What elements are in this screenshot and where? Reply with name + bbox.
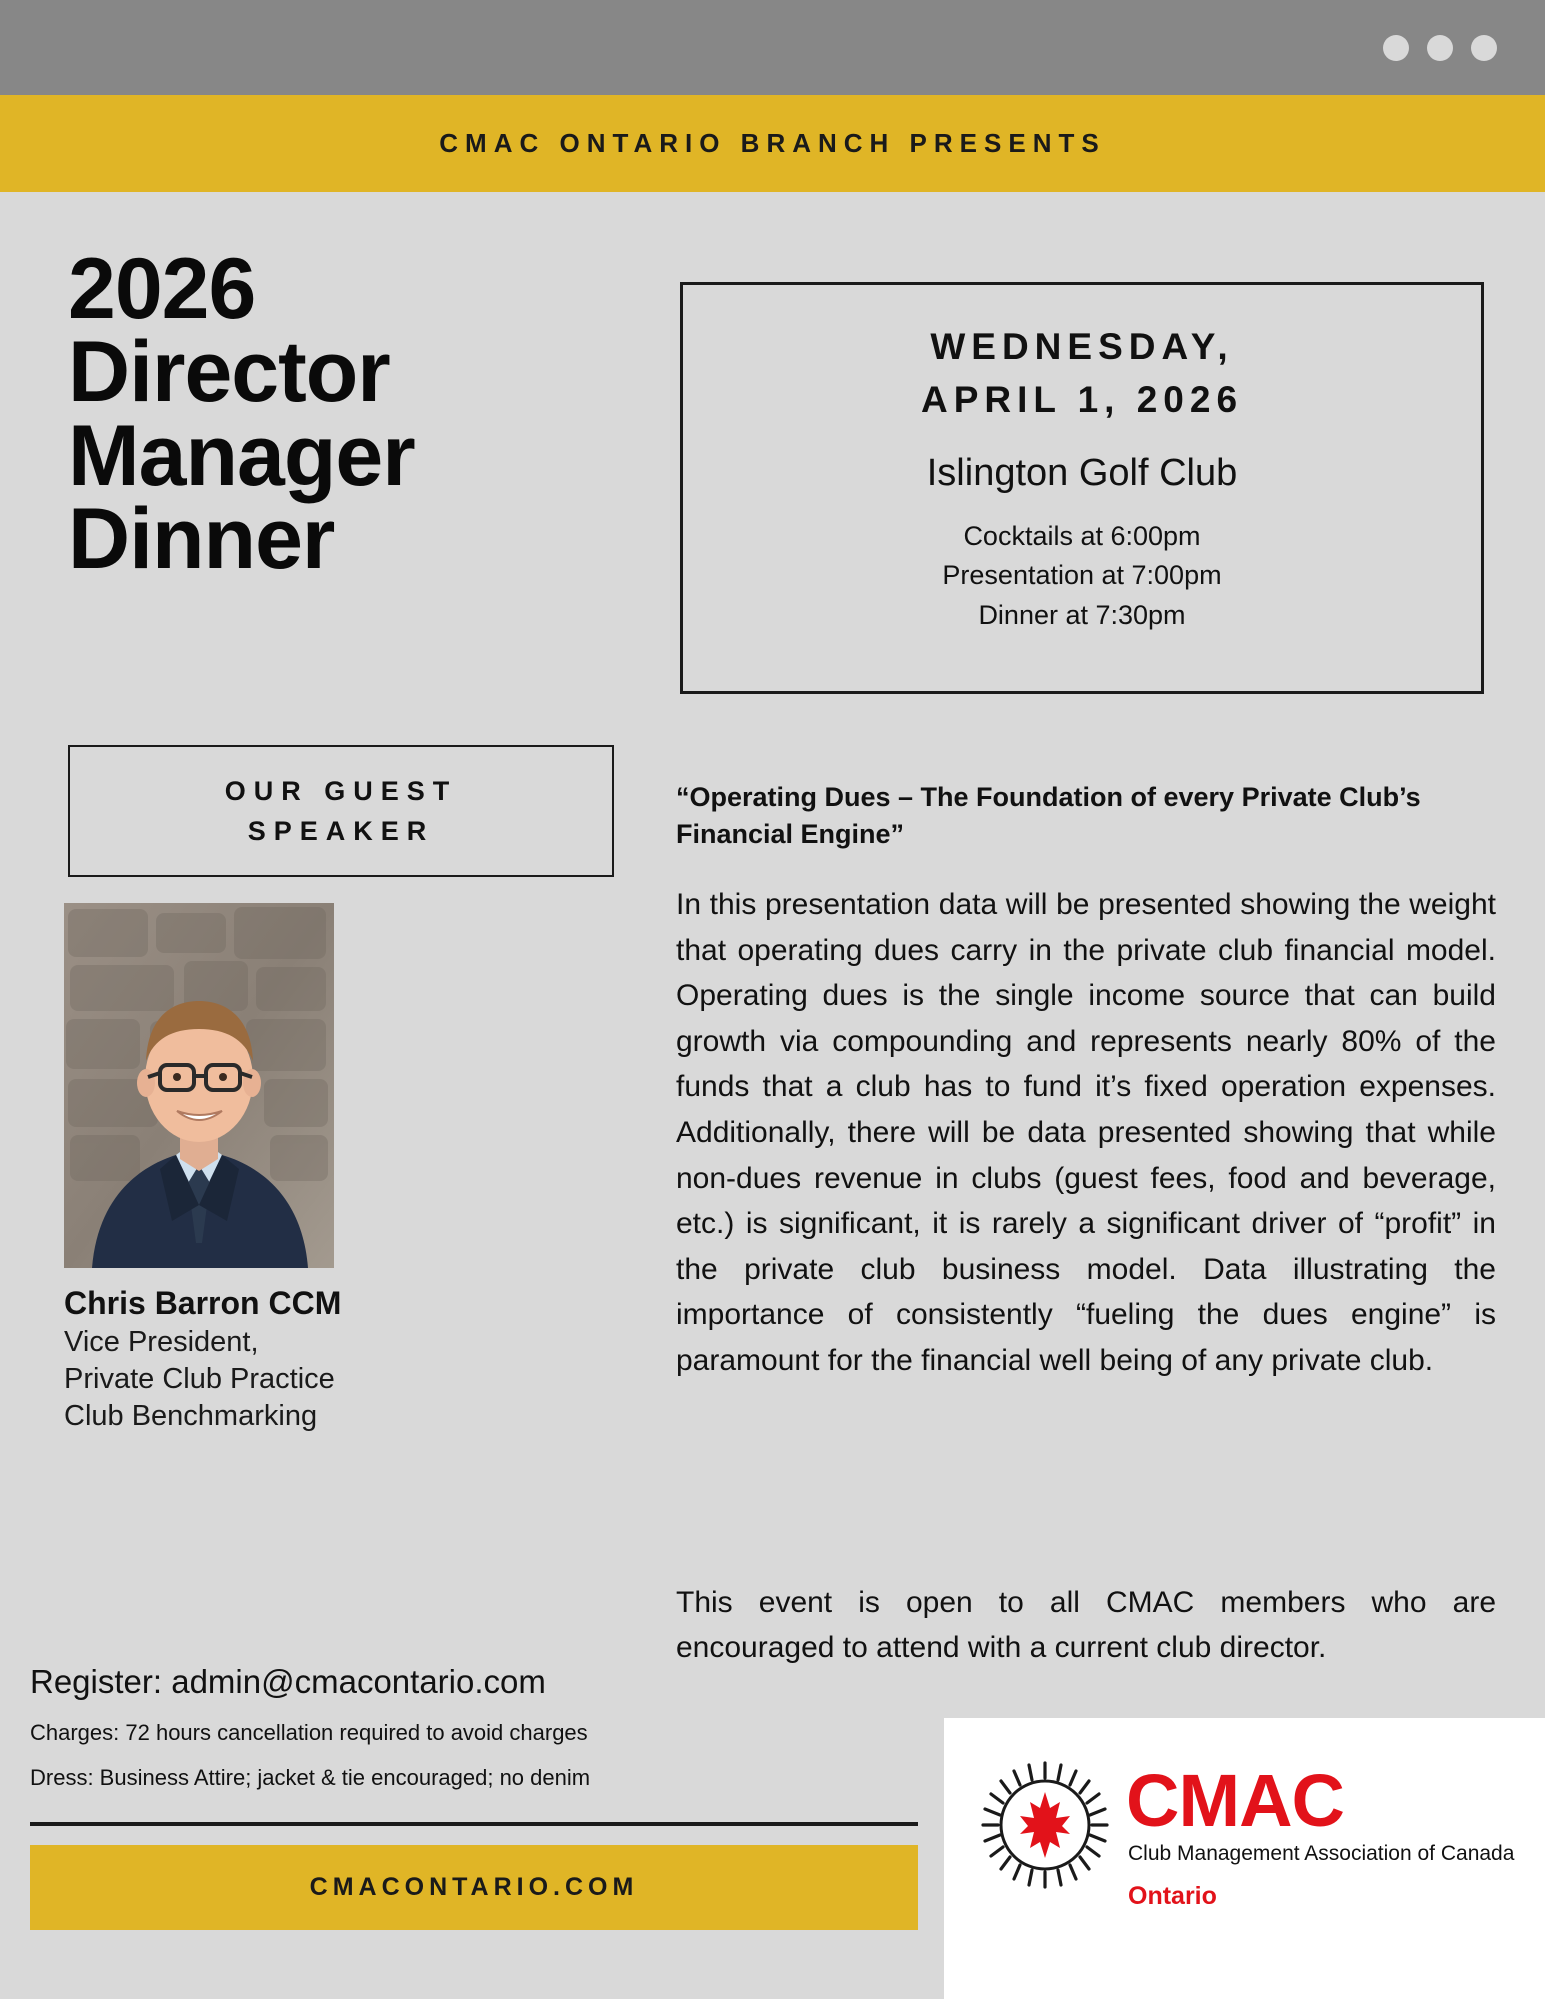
title-line-2: Director — [68, 324, 390, 421]
talk-title: “Operating Dues – The Foundation of every Private Club’s Financial Engine” — [676, 782, 1421, 849]
website-band[interactable] — [30, 1845, 918, 1930]
charges-note: Charges: 72 hours cancellation required to avoid charges — [30, 1720, 588, 1745]
event-time-presentation: Presentation at 7:00pm — [942, 560, 1222, 591]
event-venue: Islington Golf Club — [926, 452, 1238, 495]
window-titlebar — [0, 0, 1545, 95]
cmac-wordmark: CMAC — [1126, 1759, 1344, 1842]
event-details-box — [680, 282, 1484, 694]
title-line-1: 2026 — [68, 241, 256, 337]
speaker-role: Vice President, — [64, 1326, 259, 1358]
window-controls — [1383, 35, 1497, 61]
guest-speaker-line-2: SPEAKER — [247, 816, 435, 846]
cmac-region: Ontario — [1128, 1882, 1217, 1911]
event-time-dinner: Dinner at 7:30pm — [978, 599, 1186, 630]
register-line[interactable]: Register: admin@cmacontario.com — [30, 1663, 546, 1700]
window-dot-1[interactable] — [1383, 35, 1409, 61]
cmac-subtitle: Club Management Association of Canada — [1128, 1842, 1515, 1866]
dress-code-note: Dress: Business Attire; jacket & tie encouraged; no denim — [30, 1765, 591, 1790]
event-date-line-2: APRIL 1, 2026 — [920, 378, 1244, 420]
footer-divider — [30, 1822, 918, 1826]
presents-banner — [0, 95, 1545, 192]
maple-leaf-icon — [980, 1760, 1110, 1890]
speaker-photo — [64, 903, 334, 1268]
window-dot-3[interactable] — [1471, 35, 1497, 61]
window-dot-2[interactable] — [1427, 35, 1453, 61]
talk-closing-note: This event is open to all CMAC members who are encouraged to attend with a current club director. — [676, 1586, 1496, 1664]
cmac-logo-inner — [980, 1760, 1514, 1911]
event-date-line-1: WEDNESDAY, — [930, 326, 1234, 367]
title-line-4: Dinner — [68, 491, 335, 588]
speaker-name: Chris Barron CCM — [64, 1285, 342, 1321]
website-url[interactable]: CMACONTARIO.COM — [309, 1873, 639, 1901]
event-schedule — [683, 517, 1481, 635]
cmac-logo-block — [944, 1718, 1545, 1999]
cmac-logo-text — [1126, 1760, 1514, 1911]
speaker-details — [64, 1285, 584, 1435]
event-time-cocktails: Cocktails at 6:00pm — [963, 521, 1201, 552]
speaker-practice: Private Club Practice — [64, 1363, 335, 1396]
guest-speaker-line-1: OUR GUEST — [224, 775, 458, 806]
talk-description: In this presentation data will be presented showing the weight that operating dues carry in the private club financial model. Operating dues is the single income source that can build growth via compounding and represents nearly 80% of the funds that a club has to fund it’s fixed operation expenses. Additionally, there will be data presented showing that while non-dues revenue in clubs (guest fees, food and beverage, etc.) is significant, it is rarely a significant driver of “profit” in the private club business model. Data illustrating the importance of consistently “fueling the dues engine” is paramount for the financial well being of any private club. — [676, 888, 1496, 1377]
title-line-3: Manager — [68, 407, 415, 504]
speaker-company: Club Benchmarking — [64, 1400, 318, 1433]
speaker-photo-image — [64, 903, 334, 1268]
guest-speaker-header — [68, 745, 614, 877]
presents-text: CMAC ONTARIO BRANCH PRESENTS — [439, 128, 1106, 158]
event-title-block — [68, 241, 628, 588]
page-title — [68, 241, 628, 588]
